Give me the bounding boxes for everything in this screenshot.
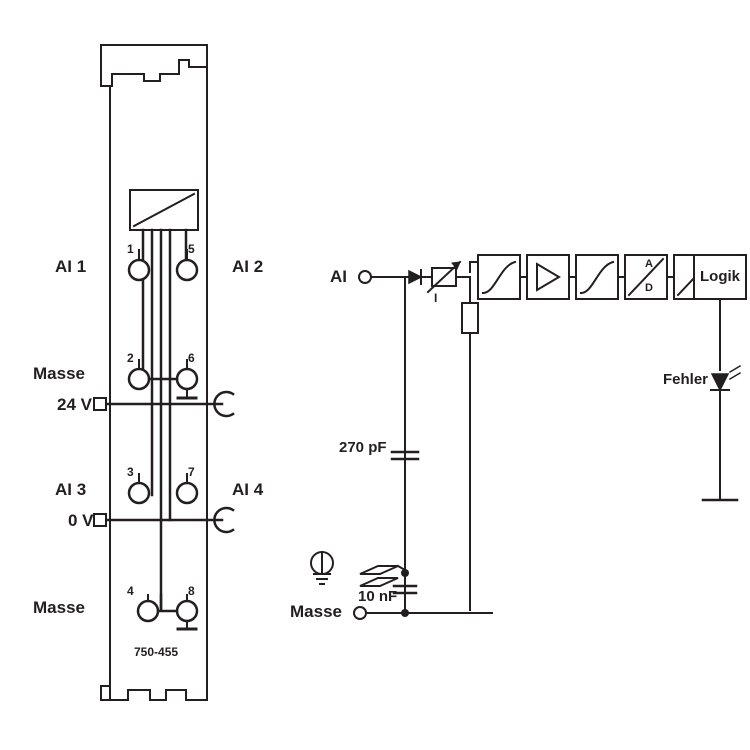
label-ai-4: AI 4 — [232, 480, 264, 499]
label-logik: Logik — [700, 268, 740, 285]
protective-earth-symbol — [311, 552, 333, 584]
terminal-number-2: 2 — [127, 351, 134, 365]
label-adc-d: D — [645, 282, 653, 294]
terminal-number-1: 1 — [127, 242, 134, 256]
fehler-led-branch — [703, 299, 740, 500]
label-ai-1: AI 1 — [55, 257, 87, 276]
terminal-number-6: 6 — [188, 351, 195, 365]
label-fehler: Fehler — [663, 371, 709, 388]
label-0v: 0 V — [68, 511, 94, 530]
junction-dot-masse — [401, 609, 409, 617]
terminal-number-3: 3 — [127, 465, 134, 479]
label-masse-top: Masse — [33, 364, 85, 383]
label-ai-2: AI 2 — [232, 257, 264, 276]
terminal-number-7: 7 — [188, 465, 195, 479]
part-number-label: 750-455 — [134, 645, 179, 659]
terminal-number-4: 4 — [127, 584, 134, 598]
module-symbol-box — [130, 190, 198, 230]
terminal-number-5: 5 — [188, 242, 195, 256]
connector-0v — [94, 514, 106, 526]
terminal-number-8: 8 — [188, 584, 195, 598]
filter-block-2 — [576, 255, 618, 299]
internal-bus-lines — [143, 230, 186, 610]
amplifier-block — [527, 255, 569, 299]
label-capacitor-10nf: 10 nF — [358, 588, 398, 605]
label-current-i: I — [434, 291, 438, 305]
label-masse-block: Masse — [290, 602, 342, 621]
terminals-row3 — [104, 474, 233, 532]
terminals-row1 — [129, 250, 197, 280]
filter-block-1 — [478, 255, 520, 299]
shield-clamp-symbol — [360, 566, 405, 586]
ai-terminal-node — [359, 271, 371, 283]
label-ai-input: AI — [330, 267, 347, 286]
connector-24v — [94, 398, 106, 410]
label-adc-a: A — [645, 258, 653, 270]
label-24v: 24 V — [57, 395, 92, 414]
masse-terminal-node — [354, 607, 366, 619]
label-ai-3: AI 3 — [55, 480, 87, 499]
terminals-row2 — [104, 360, 233, 416]
terminals-row4 — [138, 595, 197, 629]
diode-symbol — [409, 270, 421, 284]
junction-dot-shield — [401, 569, 409, 577]
label-masse-bottom: Masse — [33, 598, 85, 617]
shunt-resistor — [462, 277, 478, 610]
label-capacitor-270pf: 270 pF — [339, 439, 387, 456]
